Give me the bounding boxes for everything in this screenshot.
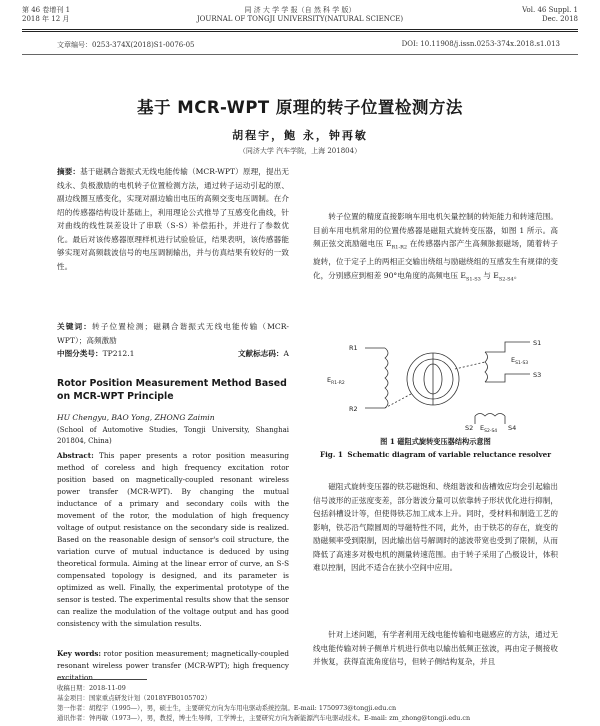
affiliation-cn: （同济大学 汽车学院，上海 201804）	[238, 147, 362, 155]
label-es24-sub: S2-S4	[484, 429, 498, 432]
header-center	[0, 6, 600, 24]
date-cn: 2018 年 12 月	[22, 15, 70, 23]
label-es13	[511, 356, 528, 366]
figure-caption-cn: 图 1 磁阻式旋转变压器结构示意图	[380, 437, 491, 446]
s1-lead	[485, 342, 530, 352]
clc-number	[57, 347, 134, 361]
keywords-cn	[57, 320, 289, 347]
footnote-rule	[57, 679, 147, 680]
intro-p1-sub3: S2-S4	[498, 276, 514, 283]
received-date: 收稿日期：2018-11-09	[57, 684, 126, 692]
keywords-cn-text: 转子位置检测；磁耦合谐振式无线电能传输（MCR-WPT）；高频激励	[57, 322, 290, 345]
intro-p1-sub1: R1-R2	[391, 244, 408, 251]
intro-paragraph-1	[313, 210, 558, 287]
primary-coil	[385, 348, 388, 408]
authors-en: HU Chengyu, BAO Yong, ZHONG Zaimin	[57, 413, 215, 422]
clc-value: TP212.1	[102, 349, 135, 358]
s3-lead	[485, 374, 530, 382]
intro-p1-c: 与 E	[480, 270, 499, 280]
intro-paragraph-2: 磁阻式旋转变压器的铁芯磁饱和、绕组谐波和齿槽效应均会引起输出信号波形的正弦度变差，部分谐波分量可以依靠转子形状优化进行抑制，包括斜槽设计等，但使得铁芯加工成本上升。同时，受材料和制造工艺的影响，铁芯沿气隙圆周的导磁特性不同，此外，由于铁芯的存在，旋变的励磁频率受到限制，因此输出信号解调时的滤波带宽也受到了限制，从而降低了高速多对极电机的测量转速范围。由于转子采用了凸极设计，体积难以控制，因此不适合在狭小空间中应用。	[313, 482, 558, 572]
label-er-main: E	[327, 376, 332, 384]
label-er-sub: R1-R2	[331, 381, 345, 386]
label-es13-sub: S1-S3	[515, 361, 529, 366]
title-en: Rotor Position Measurement Method Based on MCR-WPT Principle	[57, 378, 287, 402]
journal-name-cn: 同 济 大 学 学 报（自 然 科 学 版）	[244, 6, 356, 14]
abstract-cn	[57, 165, 289, 273]
secondary-coil-s13	[485, 352, 488, 382]
header-right	[522, 6, 578, 24]
date-en: Dec. 2018	[542, 15, 578, 23]
abstract-cn-text: 基于磁耦合谐振式无线电能传输（MCR-WPT）原理，提出无线永、负极激励的电机转子位置检测方法，通过转子运动引起的原、副边线圈互感变化，实现对副边输出电压的高频交变电压调制。在介绍的传感器结构设计基础上，利用理论公式推导了互感变化曲线，针对曲线的线性误差设计了串联（S-S）补偿拓扑，并进行了参数优化。最后对该传感器原理样机进行试验验证，结果表明，该传感器能够实现对高频载波信号的电压调制输出，并与仿真结果有较好的一致性。	[57, 167, 289, 271]
volume-en: Vol. 46 Suppl. 1	[522, 6, 578, 14]
resolver-schematic	[325, 334, 555, 432]
intro-p1-sub2: S1-S3	[465, 276, 481, 283]
label-s1: S1	[533, 339, 542, 347]
secondary-coil-s24	[475, 414, 505, 417]
doc-code-value: A	[283, 349, 289, 358]
classification-row	[57, 347, 289, 361]
label-r2: R2	[349, 405, 358, 413]
abstract-en-label: Abstract:	[57, 451, 94, 460]
label-es13-main: E	[511, 356, 516, 364]
figure-caption-en	[313, 449, 558, 461]
header-rule-2	[22, 31, 578, 32]
intro-paragraph-3: 针对上述问题，有学者利用无线电能传输和电磁感应的方法，通过无线电能传输对转子侧单片机进行供电以输出低频正弦波，再由定子侧接收并恢复，获得直流角度信号，但转子侧结构复杂，并且	[313, 630, 558, 666]
label-s4: S4	[508, 424, 517, 432]
doi: DOI: 10.11908/j.issn.0253-374x.2018.s1.013	[401, 40, 560, 48]
label-es24	[480, 424, 497, 432]
title-cn: 基于 MCR-WPT 原理的转子位置检测方法	[137, 98, 463, 117]
intro-p1-a: 转子位置的精度直接影响车用电机矢量控制的转矩能力和转速范围。目前车用电机常用的位置传感器是磁阻式旋转变压器，如图 1 所示。高频正弦交流励磁电压 E	[313, 212, 558, 248]
journal-name-en: JOURNAL OF TONGJI UNIVERSITY(NATURAL SCIENCE)	[196, 15, 404, 23]
article-number: 文章编号：0253-374X(2018)S1-0076-05	[57, 41, 195, 49]
intro-p1-d: 。	[513, 270, 522, 280]
keywords-en-text: rotor position measurement; magnetically-coupled resonant wireless power transfer (MCR-WPT); high frequency excitation	[57, 649, 289, 682]
label-es24-main: E	[480, 424, 485, 432]
document-code	[238, 347, 289, 361]
keywords-cn-label: 关键词：	[57, 322, 93, 331]
authors-cn: 胡程宇，鲍 永，钟再敏	[232, 129, 368, 142]
volume-cn: 第 46 卷增刊 1	[22, 6, 71, 14]
abstract-en-text: This paper presents a rotor position measuring method of coreless and high frequency excitation rotor position based on magnetically-coupled resonant wireless power transfer (MCR-WPT). By changing the mutual inductance of a primary and secondary coils with the movement of the rotor, the modulation of high frequency voltage of output resistance on the secondary side is realized. Based on the reasonable design of sensor's coil structure, the variation curve of mutual inductance is deduced by using theoretical formula. Aiming at the linear error of curve, an S-S compensated topology is designed, and its parameter is optimized as well. Finally, the experimental prototype of the sensor is tested. The experimental results show that the sensor can realize the modulation of the voltage output and has good consistency with the simulation results.	[57, 451, 289, 628]
doc-code-label: 文献标志码：	[237, 349, 284, 358]
flux-link-1	[385, 394, 411, 408]
flux-link-2	[455, 362, 485, 369]
affiliation-en: (School of Automotive Studies, Tongji University, Shanghai 201804, China)	[57, 426, 289, 445]
intro-p1-b: 在传感器内部产生高频脉振磁场，随着转子旋转，位于定子上的两相正交输出绕组与励磁绕组的互感发生有规律的变化，分别感应到相差 90°电角度的高频电压 E	[313, 239, 558, 280]
abstract-cn-label: 摘要：	[57, 167, 81, 176]
corresponding-author: 通讯作者：钟再敏（1973—），男，教授，博士生导师，工学博士，主要研究方向为新能源汽车电驱动技术。E-mail: zm_zhong@tongji.edu.cn	[57, 714, 471, 722]
first-author: 第一作者：胡程宇（1995—），男，硕士生，主要研究方向为车用电驱动系统控制。E-mail: 1750973@tongji.edu.cn	[57, 704, 397, 712]
figure-caption-en-label: Fig. 1	[319, 450, 343, 459]
label-r1: R1	[349, 344, 358, 352]
id-rule	[22, 54, 578, 55]
footnotes	[57, 683, 557, 723]
figure-caption-en-text: Schematic diagram of variable reluctance resolver	[347, 450, 552, 459]
label-s2: S2	[465, 424, 474, 432]
label-s3: S3	[533, 371, 542, 379]
label-er	[327, 376, 345, 386]
header-rule	[22, 29, 578, 30]
abstract-en	[57, 450, 289, 630]
clc-label: 中图分类号：	[57, 349, 103, 358]
keywords-en-label: Key words:	[57, 649, 102, 658]
fund-info: 基金项目：国家重点研发计划（2018YFB0105702）	[57, 694, 211, 702]
